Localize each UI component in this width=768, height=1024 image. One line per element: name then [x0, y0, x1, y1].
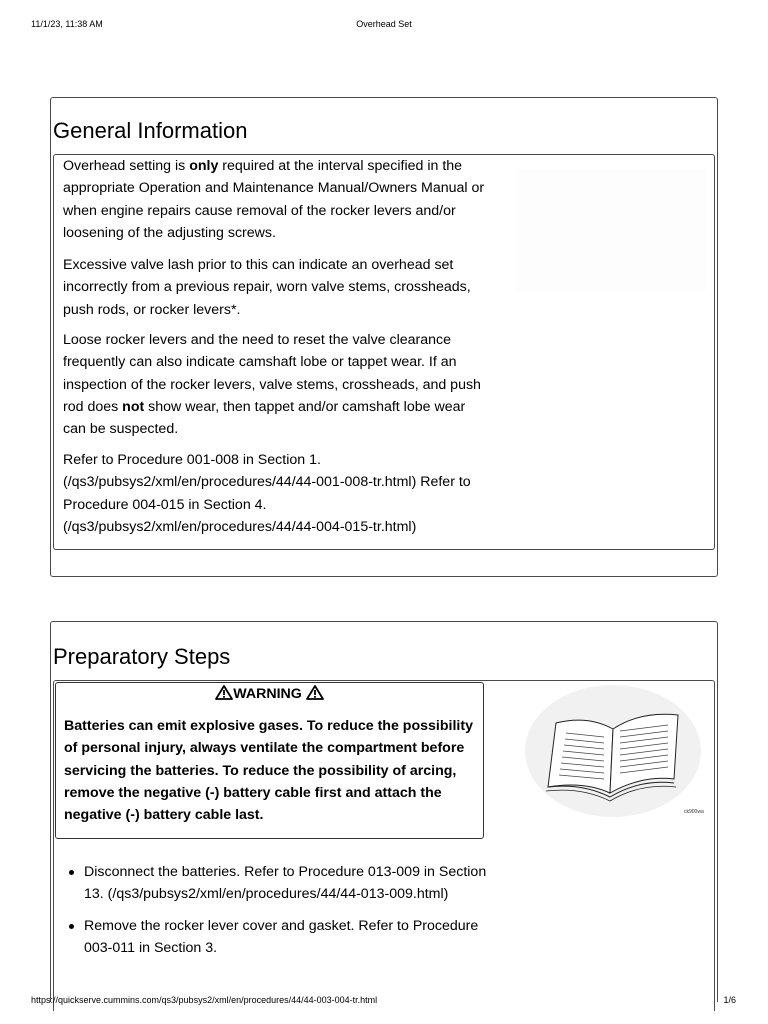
print-header — [0, 19, 768, 31]
paragraph: Excessive valve lash prior to this can indicate an overhead set incorrectly from a previous repair, worn valve stems, crossheads, push rods, or rocker levers*. — [63, 257, 471, 318]
section-title: Preparatory Steps — [53, 644, 231, 669]
warning-heading — [56, 685, 483, 703]
warning-label: WARNING — [233, 686, 302, 702]
print-title: Overhead Set — [356, 19, 412, 29]
steps-list — [84, 861, 504, 968]
warning-box — [55, 682, 484, 839]
paragraph: Overhead setting is only required at the interval specified in the appropriate Operation and Maintenance Manual/Owners Manual or when engine repairs cause removal of the rocker levers and/or loosening of the adjusting screws. — [63, 158, 485, 241]
figure-placeholder — [516, 169, 706, 293]
section-title: General Information — [53, 118, 248, 143]
list-item: Disconnect the batteries. Refer to Procedure 013-009 in Section 13. (/qs3/pubsys2/xml/en/procedures/44/44-013-009.html) — [84, 861, 504, 906]
print-timestamp: 11/1/23, 11:38 AM — [31, 19, 103, 29]
page-url: https://quickserve.cummins.com/qs3/pubsys2/xml/en/procedures/44/44-003-004-tr.html — [31, 995, 378, 1005]
warning-triangle-icon — [215, 685, 233, 700]
open-manual-book-icon — [518, 681, 708, 819]
list-item: Remove the rocker lever cover and gasket. Refer to Procedure 003-011 in Section 3. — [84, 915, 504, 960]
figure-code: ck900wa — [684, 809, 704, 815]
page-number: 1/6 — [723, 995, 736, 1005]
general-information-body — [53, 154, 715, 550]
preparatory-steps-section — [50, 621, 718, 1002]
warning-triangle-icon — [306, 685, 324, 700]
print-footer — [0, 995, 768, 1007]
preparatory-steps-body — [53, 680, 715, 1011]
general-information-section — [50, 97, 718, 577]
paragraph: Loose rocker levers and the need to reset the valve clearance frequently can also indicate camshaft lobe or tappet wear. If an inspection of the rocker levers, valve stems, crossheads, and push rod does not show wear, then tappet and/or camshaft lobe wear can be suspected. — [63, 332, 481, 438]
warning-text: Batteries can emit explosive gases. To reduce the possibility of personal injury, always ventilate the compartment before servicing the batteries. To reduce the possibility of arcing, remove the negative (-) battery cable first and attach the negative (-) battery cable last. — [64, 718, 473, 824]
procedure-references: Refer to Procedure 001-008 in Section 1. (/qs3/pubsys2/xml/en/procedures/44/44-001-008-tr.html) Refer to Procedure 004-015 in Section 4. (/qs3/pubsys2/xml/en/procedures/44/44-004-015-tr.html) — [63, 452, 471, 535]
